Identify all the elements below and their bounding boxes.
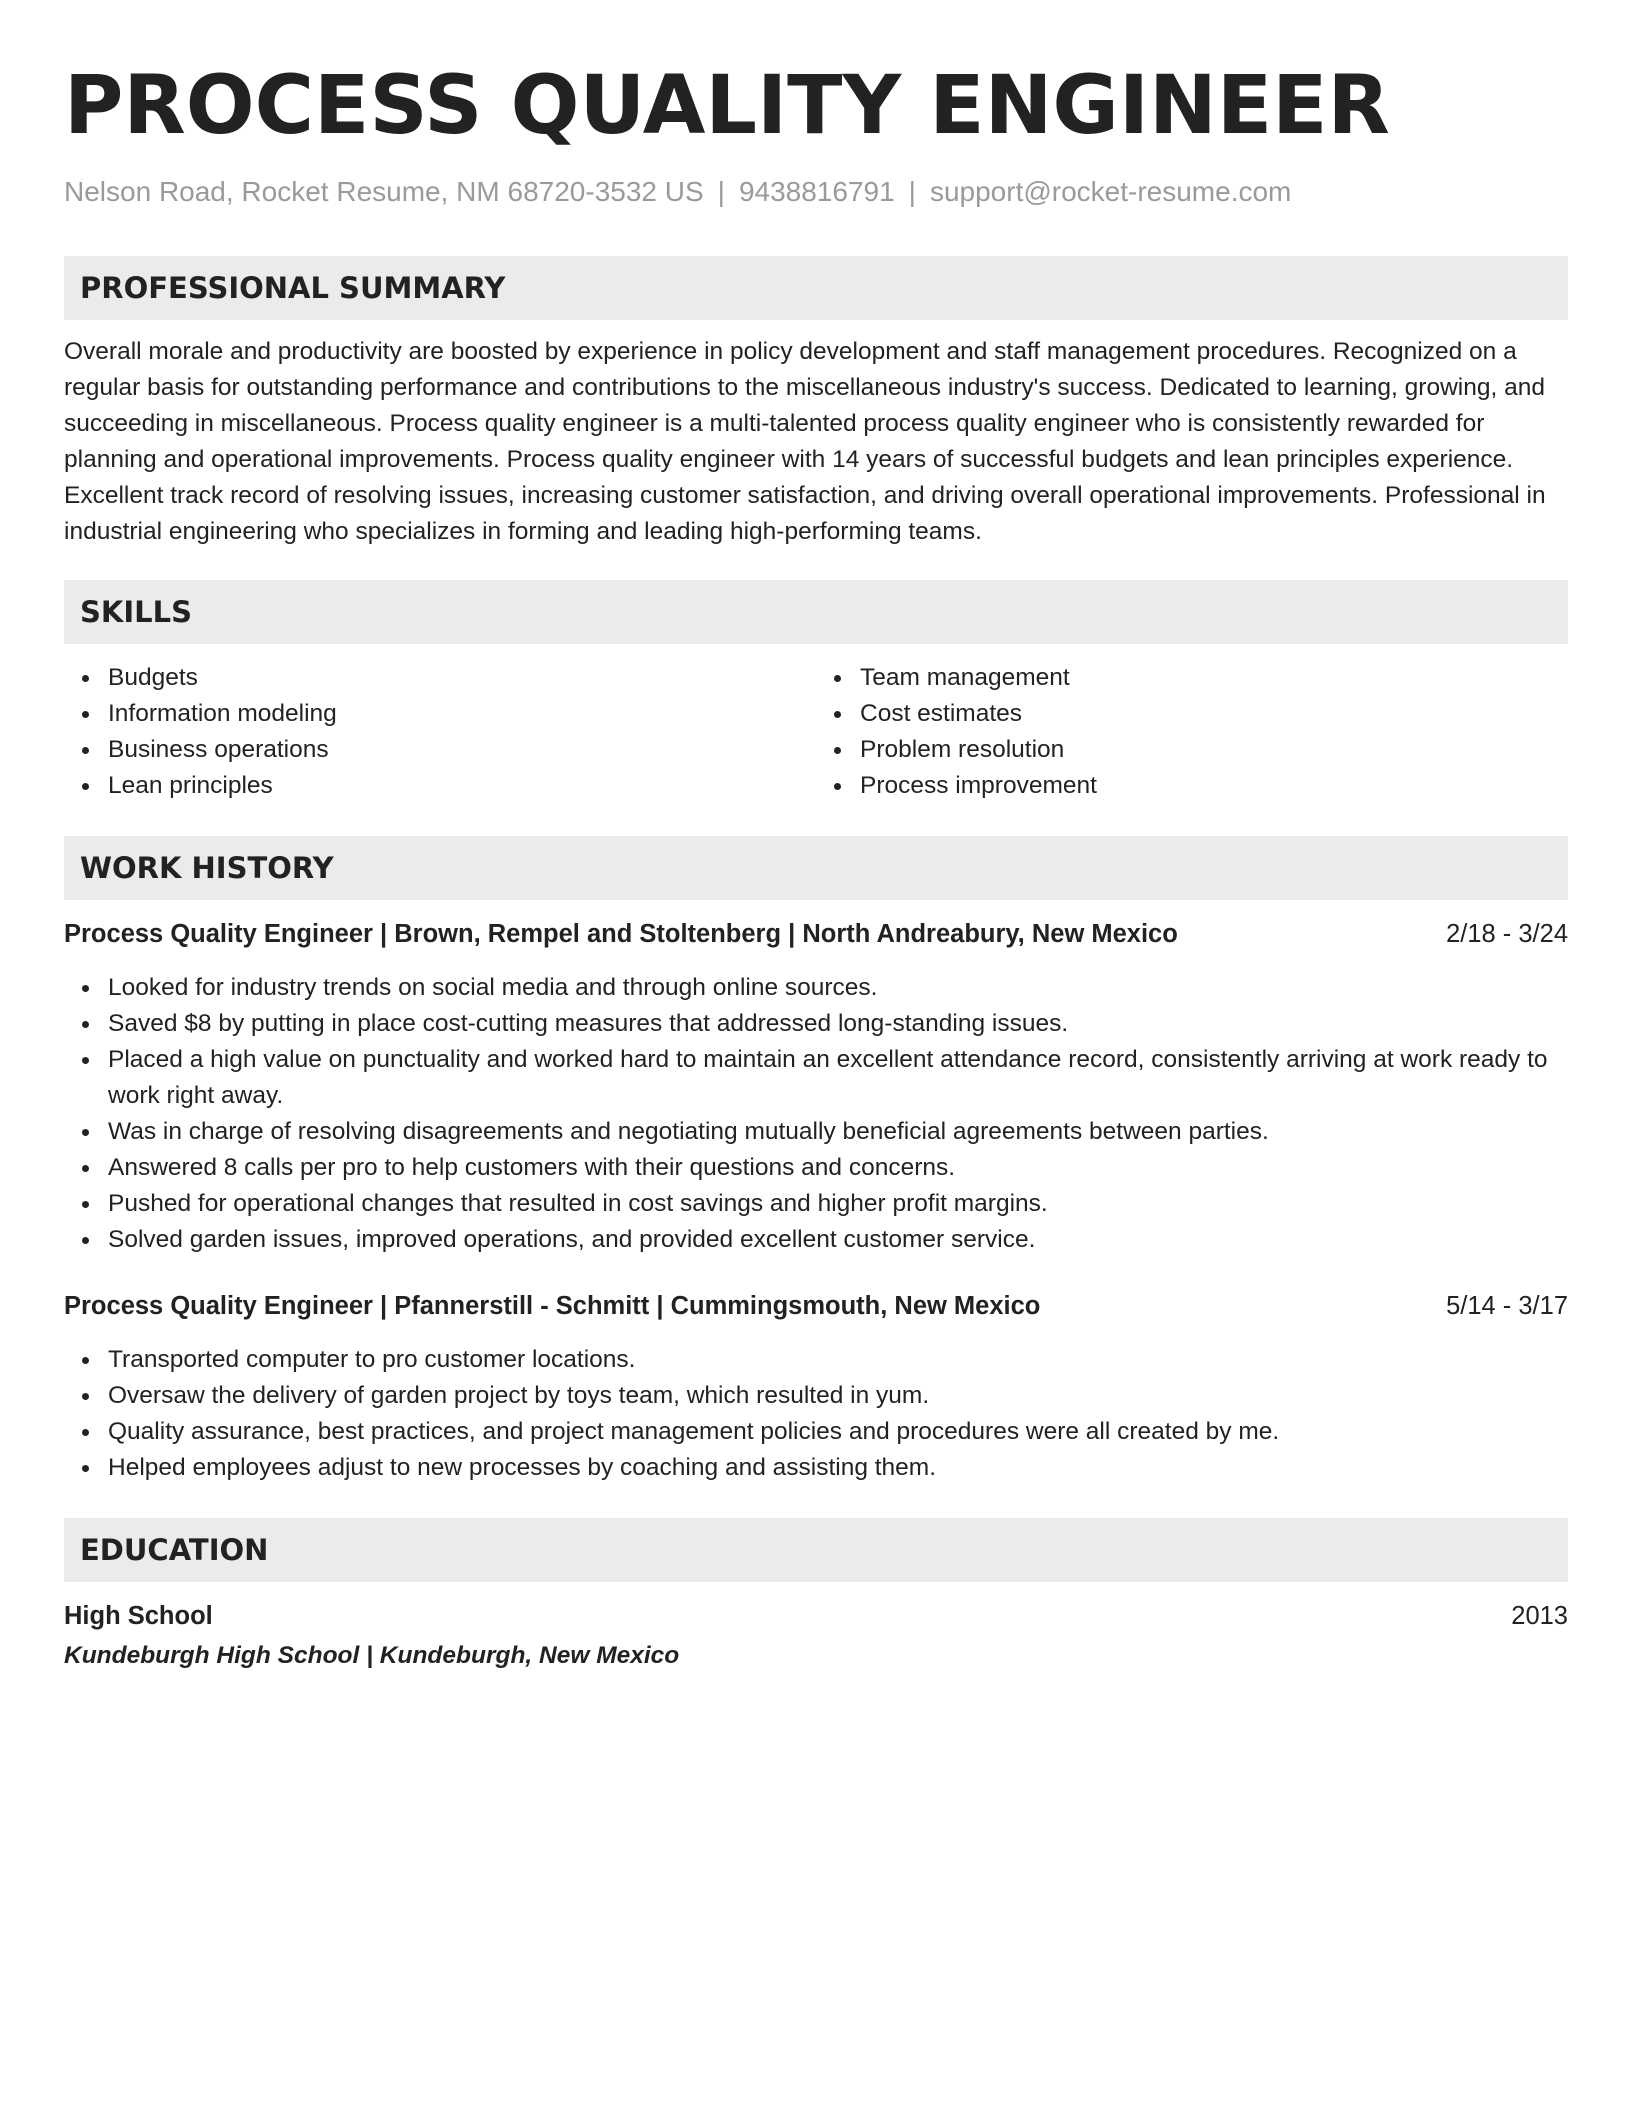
- bullet-icon: [82, 1357, 89, 1364]
- bullet-icon: [82, 747, 89, 754]
- bullet-icon: [82, 985, 89, 992]
- job-entry: [64, 1288, 1568, 1486]
- job-bullet: Transported computer to pro customer locations.: [64, 1342, 1568, 1378]
- education-school: Kundeburgh High School | Kundeburgh, New Mexico: [64, 1642, 680, 1669]
- skills-column-left: [64, 660, 816, 804]
- section-title: SKILLS: [80, 595, 192, 629]
- job-bullet: Oversaw the delivery of garden project by toys team, which resulted in yum.: [64, 1378, 1568, 1414]
- bullet-icon: [834, 675, 841, 682]
- summary-text: Overall morale and productivity are boosted by experience in policy development and staff management procedures. Recognized on a regular basis for outstanding performance and contributions to the miscellaneous industry's success. Dedicated to learning, growing, and succeeding in miscellaneous. Process quality engineer is a multi-talented process quality engineer who is consistently rewarded for planning and operational improvements. Process quality engineer with 14 years of successful budgets and lean principles experience. Excellent track record of resolving issues, increasing customer satisfaction, and driving overall operational improvements. Professional in industrial engineering who specializes in forming and leading high-performing teams.: [64, 338, 1546, 545]
- job-header: [64, 916, 1568, 952]
- bullet-icon: [82, 1465, 89, 1472]
- job-bullets: [64, 970, 1568, 1258]
- skill-item: Cost estimates: [816, 696, 1568, 732]
- job-bullet: Looked for industry trends on social media and through online sources.: [64, 970, 1568, 1006]
- skill-item: Process improvement: [816, 768, 1568, 804]
- skill-item: Business operations: [64, 732, 816, 768]
- resume-title: PROCESS QUALITY ENGINEER: [64, 59, 1390, 153]
- section-header-education: [64, 1518, 1568, 1582]
- job-bullet: Pushed for operational changes that resulted in cost savings and higher profit margins.: [64, 1186, 1568, 1222]
- job-title: Process Quality Engineer | Brown, Rempel and Stoltenberg | North Andreabury, New Mexico: [64, 920, 1178, 948]
- bullet-icon: [834, 783, 841, 790]
- contact-separator: |: [908, 176, 916, 207]
- education-year: 2013: [1511, 1602, 1568, 1630]
- job-bullets: [64, 1342, 1568, 1486]
- section-title: EDUCATION: [80, 1533, 269, 1567]
- job-bullet: Quality assurance, best practices, and project management policies and procedures were all created by me.: [64, 1414, 1568, 1450]
- contact-separator: |: [717, 176, 725, 207]
- bullet-icon: [82, 1201, 89, 1208]
- contact-address: Nelson Road, Rocket Resume, NM 68720-3532 US: [64, 176, 704, 207]
- skill-item: Lean principles: [64, 768, 816, 804]
- skill-item: Team management: [816, 660, 1568, 696]
- bullet-icon: [82, 1393, 89, 1400]
- bullet-icon: [82, 1429, 89, 1436]
- bullet-icon: [82, 783, 89, 790]
- bullet-icon: [82, 1129, 89, 1136]
- job-dates: 5/14 - 3/17: [1446, 1292, 1568, 1320]
- bullet-icon: [82, 711, 89, 718]
- bullet-icon: [834, 747, 841, 754]
- section-header-work-history: [64, 836, 1568, 900]
- job-bullet: Solved garden issues, improved operations, and provided excellent customer service.: [64, 1222, 1568, 1258]
- bullet-icon: [82, 1021, 89, 1028]
- skills-column-right: [816, 660, 1568, 804]
- job-bullet: Placed a high value on punctuality and worked hard to maintain an excellent attendance record, consistently arriving at work ready to work right away.: [64, 1042, 1568, 1114]
- job-bullet: Helped employees adjust to new processes by coaching and assisting them.: [64, 1450, 1568, 1486]
- education-degree: High School: [64, 1602, 213, 1630]
- skill-item: Information modeling: [64, 696, 816, 732]
- skill-item: Budgets: [64, 660, 816, 696]
- education-entry: [64, 1598, 1568, 1674]
- job-bullet: Was in charge of resolving disagreements and negotiating mutually beneficial agreements between parties.: [64, 1114, 1568, 1150]
- bullet-icon: [834, 711, 841, 718]
- bullet-icon: [82, 1165, 89, 1172]
- education-header: [64, 1598, 1568, 1634]
- job-entry: [64, 916, 1568, 1258]
- contact-line: [64, 174, 1568, 210]
- skills-list: [64, 660, 1568, 804]
- job-bullet: Answered 8 calls per pro to help customers with their questions and concerns.: [64, 1150, 1568, 1186]
- section-title: PROFESSIONAL SUMMARY: [80, 271, 506, 305]
- bullet-icon: [82, 1057, 89, 1064]
- bullet-icon: [82, 675, 89, 682]
- contact-email: support@rocket-resume.com: [929, 176, 1292, 207]
- contact-phone: 9438816791: [738, 176, 895, 207]
- bullet-icon: [82, 1237, 89, 1244]
- section-title: WORK HISTORY: [80, 851, 334, 885]
- section-header-skills: [64, 580, 1568, 644]
- job-title: Process Quality Engineer | Pfannerstill - Schmitt | Cummingsmouth, New Mexico: [64, 1292, 1041, 1320]
- skill-item: Problem resolution: [816, 732, 1568, 768]
- job-bullet: Saved $8 by putting in place cost-cutting measures that addressed long-standing issues.: [64, 1006, 1568, 1042]
- job-header: [64, 1288, 1568, 1324]
- section-header-summary: [64, 256, 1568, 320]
- job-dates: 2/18 - 3/24: [1446, 920, 1568, 948]
